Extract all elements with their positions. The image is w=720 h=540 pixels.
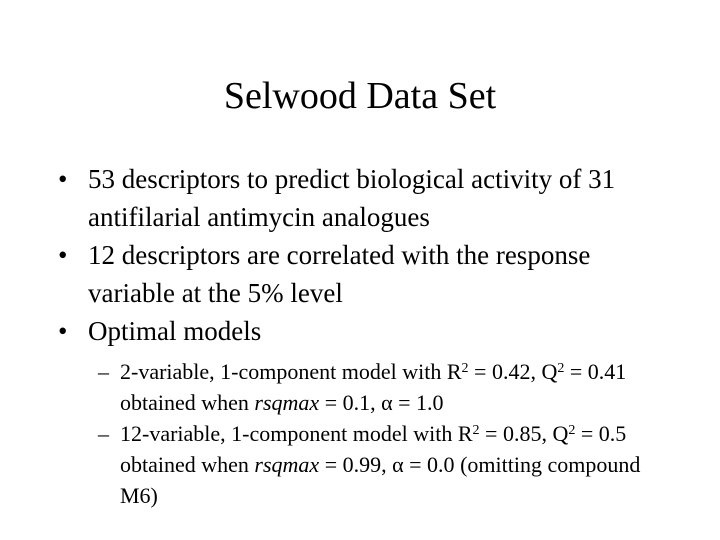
- bullet-icon: •: [58, 164, 68, 194]
- sub-bullet-item: [58, 356, 668, 418]
- bullet-item: [58, 160, 668, 236]
- parameter-value: = 0.99,: [319, 452, 393, 477]
- r-squared-value: = 0.42, Q: [468, 359, 558, 384]
- parameter-name: rsqmax: [254, 452, 320, 477]
- alpha-symbol: α: [381, 390, 393, 415]
- sub-bullet-tail: (omitting compound M6): [120, 452, 641, 508]
- sub-bullet-list: [58, 356, 668, 511]
- q-squared-value: = 0.5 obtained when: [120, 421, 627, 477]
- dash-icon: –: [98, 359, 109, 384]
- sub-bullet-intro: 12-variable, 1-component model with R: [120, 421, 473, 446]
- sub-bullet-intro: 2-variable, 1-component model with R: [120, 359, 462, 384]
- bullet-text: 53 descriptors to predict biological activity of 31 antifilarial antimycin analogues: [88, 164, 616, 232]
- bullet-item: [58, 312, 668, 350]
- q-squared-superscript: 2: [568, 423, 576, 438]
- bullet-text: Optimal models: [88, 316, 262, 346]
- parameter-name: rsqmax: [254, 390, 320, 415]
- parameter-value: = 0.1,: [319, 390, 382, 415]
- alpha-symbol: α: [392, 452, 404, 477]
- bullet-icon: •: [58, 240, 68, 270]
- r-squared-superscript: 2: [472, 423, 480, 438]
- dash-icon: –: [98, 421, 109, 446]
- slide-body: [58, 160, 668, 511]
- alpha-value: = 1.0: [392, 390, 444, 415]
- r-squared-value: = 0.85, Q: [479, 421, 569, 446]
- sub-bullet-item: [58, 418, 668, 511]
- alpha-value: = 0.0: [403, 452, 455, 477]
- slide-title: Selwood Data Set: [223, 75, 497, 117]
- r-squared-superscript: 2: [461, 361, 469, 376]
- bullet-item: [58, 236, 668, 312]
- q-squared-value: = 0.41 obtained when: [120, 359, 627, 415]
- q-squared-superscript: 2: [557, 361, 565, 376]
- bullet-text: 12 descriptors are correlated with the response variable at the 5% level: [88, 240, 591, 308]
- bullet-icon: •: [58, 316, 68, 346]
